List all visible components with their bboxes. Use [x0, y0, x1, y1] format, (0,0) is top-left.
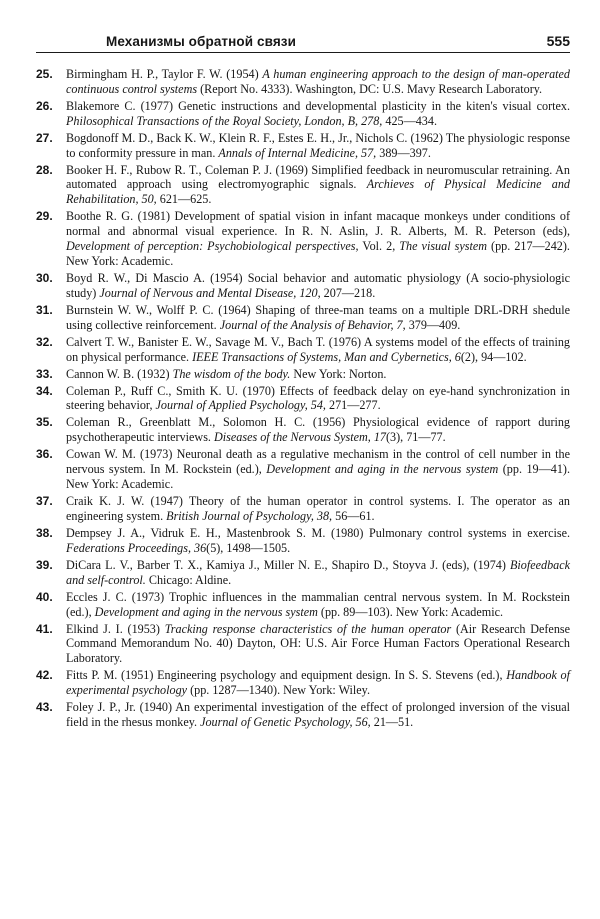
reference-title: Journal of the Analysis of Behavior, 7,: [219, 317, 406, 332]
reference-authors: Coleman R., Greenblatt M., Solomon H. C. (1956) Physiological evidence of rapport during psychotherapeutic interviews.: [66, 415, 570, 445]
reference-text: [66, 271, 570, 301]
reference-details: Chicago: Aldine.: [148, 572, 232, 587]
reference-title: Biofeedback and self-control.: [66, 557, 570, 587]
reference-item-41: [36, 622, 570, 667]
reference-text: [66, 558, 570, 588]
reference-number: 35.: [36, 415, 53, 430]
reference-authors: Birmingham H. P., Taylor F. W. (1954): [66, 67, 259, 81]
reference-details: 56—61.: [335, 508, 375, 523]
reference-number: 38.: [36, 525, 53, 540]
reference-details: 21—51.: [373, 714, 414, 729]
reference-details: 207—218.: [323, 285, 376, 300]
reference-title: Journal of Applied Psychology, 54,: [155, 398, 326, 413]
reference-details: (Air Research Defense Command Memorandum No. 40) Dayton, OH: U.S. Air Force Human Factors Operational Research Laboratory.: [66, 621, 571, 666]
reference-details: (5), 1498—1505.: [206, 540, 291, 555]
reference-authors: DiCara L. V., Barber T. X., Kamiya J., Miller N. E., Shapiro D., Stoyva J. (eds), (1974): [66, 557, 506, 572]
reference-details: (pp. 217—242). New York: Academic.: [66, 239, 570, 268]
reference-number: 36.: [36, 447, 53, 462]
reference-item-42: [36, 668, 570, 698]
reference-item-43: [36, 700, 570, 730]
reference-text: [66, 99, 570, 129]
reference-details: (2), 94—102.: [460, 349, 527, 364]
reference-authors: Eccles J. C. (1973) Trophic influences in the mammalian central nervous system. In M. Rockstein (ed.),: [66, 589, 570, 619]
reference-details: 271—277.: [329, 398, 381, 413]
reference-item-32: [36, 335, 570, 365]
reference-text: [66, 209, 570, 268]
reference-text: [66, 590, 570, 620]
reference-details: New York: Norton.: [293, 366, 387, 381]
reference-authors: Boothe R. G. (1981) Development of spatial vision in infant macaque monkeys under conditions of normal and abnormal visual experience. In R. N. Aslin, J. R. Alberts, M. R. Peterson (eds),: [66, 209, 570, 239]
reference-title: A human engineering approach to the design of man-operated continuous control systems: [66, 67, 571, 96]
reference-item-39: [36, 558, 570, 588]
reference-title: Journal of Nervous and Mental Disease, 120,: [99, 285, 321, 300]
reference-title: Federations Proceedings, 36: [66, 540, 207, 555]
reference-authors: Booker H. F., Rubow R. T., Coleman P. J. (1969) Simplified feedback in neuromuscular retraining. An automated approach using electromyographic signals.: [66, 162, 570, 192]
reference-details: (pp. 19—41). New York: Academic.: [66, 462, 570, 491]
reference-text: [66, 622, 570, 667]
reference-details: (3), 71—77.: [385, 430, 446, 445]
reference-details: (pp. 89—103). New York: Academic.: [320, 604, 504, 619]
reference-details: (Report No. 4333). Washington, DC: U.S. Mavy Research Laboratory.: [200, 81, 543, 96]
reference-title: Development and aging in the nervous system: [94, 604, 318, 619]
reference-text: [66, 131, 570, 161]
reference-item-36: [36, 447, 570, 492]
reference-authors: Fitts P. M. (1951) Engineering psychology and equipment design. In S. S. Stevens (ed.),: [66, 668, 503, 683]
reference-number: 29.: [36, 209, 53, 224]
reference-item-40: [36, 590, 570, 620]
reference-authors: Foley J. P., Jr. (1940) An experimental investigation of the effect of prolonged inversion of the visual field in the rhesus monkey.: [66, 700, 570, 729]
reference-item-38: [36, 526, 570, 556]
reference-text: [66, 447, 570, 492]
reference-authors: Boyd R. W., Di Mascio A. (1954) Social behavior and automatic physiology (A socio-physiologic study): [66, 270, 570, 300]
reference-item-27: [36, 131, 570, 161]
reference-number: 30.: [36, 270, 53, 285]
reference-title: Development and aging in the nervous system: [266, 462, 499, 477]
reference-number: 31.: [36, 302, 53, 317]
reference-item-29: [36, 209, 570, 268]
reference-title: IEEE Transactions of Systems, Man and Cybernetics, 6: [192, 349, 461, 364]
reference-text: [66, 367, 570, 382]
reference-details: 389—397.: [379, 145, 431, 160]
reference-authors: Craik K. J. W. (1947) Theory of the human operator in control systems. I. The operator as an engineering system.: [66, 494, 570, 523]
reference-authors: Coleman P., Ruff C., Smith K. U. (1970) Effects of feedback delay on eye-hand synchronization in steering behavior,: [66, 383, 570, 413]
reference-number: 34.: [36, 383, 53, 398]
reference-authors: Bogdonoff M. D., Back K. W., Klein R. F., Estes E. H., Jr., Nichols C. (1962) The physiologic response to conformity pressure in man.: [66, 130, 570, 160]
reference-number: 40.: [36, 589, 53, 604]
reference-text: [66, 526, 570, 556]
reference-item-33: [36, 367, 570, 382]
reference-text: [66, 303, 570, 333]
reference-authors: Elkind J. I. (1953): [66, 621, 160, 636]
reference-item-31: [36, 303, 570, 333]
reference-authors: Dempsey J. A., Vidruk E. H., Mastenbrook S. M. (1980) Pulmonary control systems in exercise.: [66, 525, 570, 540]
reference-text: [66, 67, 570, 97]
reference-authors: Cowan W. M. (1973) Neuronal death as a regulative mechanism in the control of cell number in the nervous system. In M. Rockstein (ed.),: [66, 447, 570, 477]
reference-authors: Blakemore C. (1977) Genetic instructions and developmental plasticity in the kiten's visual cortex.: [66, 98, 570, 113]
reference-number: 39.: [36, 557, 53, 572]
reference-title: The wisdom of the body.: [172, 366, 291, 381]
reference-title: Archieves of Physical Medicine and Rehabilitation, 50,: [66, 177, 570, 207]
reference-number: 25.: [36, 67, 53, 81]
reference-subtitle: The visual system: [399, 239, 487, 254]
page-number: 555: [546, 33, 570, 49]
reference-details: 379—409.: [408, 317, 461, 332]
reference-item-35: [36, 415, 570, 445]
reference-list: [36, 67, 570, 730]
reference-item-34: [36, 384, 570, 414]
reference-details: (pp. 1287—1340). New York: Wiley.: [190, 683, 371, 698]
reference-number: 26.: [36, 98, 53, 113]
reference-text: [66, 335, 570, 365]
reference-item-37: [36, 494, 570, 524]
reference-title: Tracking response characteristics of the human operator: [164, 621, 452, 636]
reference-item-28: [36, 163, 570, 208]
reference-number: 27.: [36, 130, 53, 145]
reference-item-26: [36, 99, 570, 129]
reference-text: [66, 700, 570, 730]
reference-item-30: [36, 271, 570, 301]
reference-text: [66, 415, 570, 445]
reference-text: [66, 494, 570, 524]
reference-title: Handbook of experimental psychology: [66, 668, 570, 698]
reference-authors: Calvert T. W., Banister E. W., Savage M. V., Bach T. (1976) A systems model of the effects of training on physical performance.: [66, 334, 570, 364]
reference-title: Journal of Genetic Psychology, 56,: [200, 714, 371, 729]
reference-number: 37.: [36, 494, 53, 509]
reference-authors: Cannon W. B. (1932): [66, 366, 170, 381]
reference-text: [66, 384, 570, 414]
reference-title: British Journal of Psychology, 38,: [166, 508, 333, 523]
reference-text: [66, 668, 570, 698]
reference-authors: Burnstein W. W., Wolff P. C. (1964) Shaping of three-man teams on a multiple DRL-DRH shedule using collective reinforcement.: [66, 302, 570, 332]
reference-number: 32.: [36, 334, 53, 349]
reference-number: 43.: [36, 700, 53, 715]
reference-volume: Vol. 2,: [362, 239, 396, 254]
reference-details: 621—625.: [159, 192, 212, 207]
running-header: [36, 30, 570, 53]
reference-item-25: [36, 67, 570, 97]
running-header-title: Механизмы обратной связи: [106, 34, 297, 49]
reference-number: 42.: [36, 668, 53, 683]
reference-text: [66, 163, 570, 208]
reference-title: Development of perception: Psychobiological perspectives,: [66, 239, 359, 254]
reference-title: Philosophical Transactions of the Royal Society, London, B, 278,: [66, 113, 383, 128]
reference-number: 41.: [36, 621, 53, 636]
reference-number: 33.: [36, 366, 53, 381]
reference-number: 28.: [36, 162, 53, 177]
reference-details: 425—434.: [385, 113, 437, 128]
reference-title: Annals of Internal Medicine, 57,: [218, 145, 377, 160]
reference-title: Diseases of the Nervous System, 17: [214, 430, 386, 445]
